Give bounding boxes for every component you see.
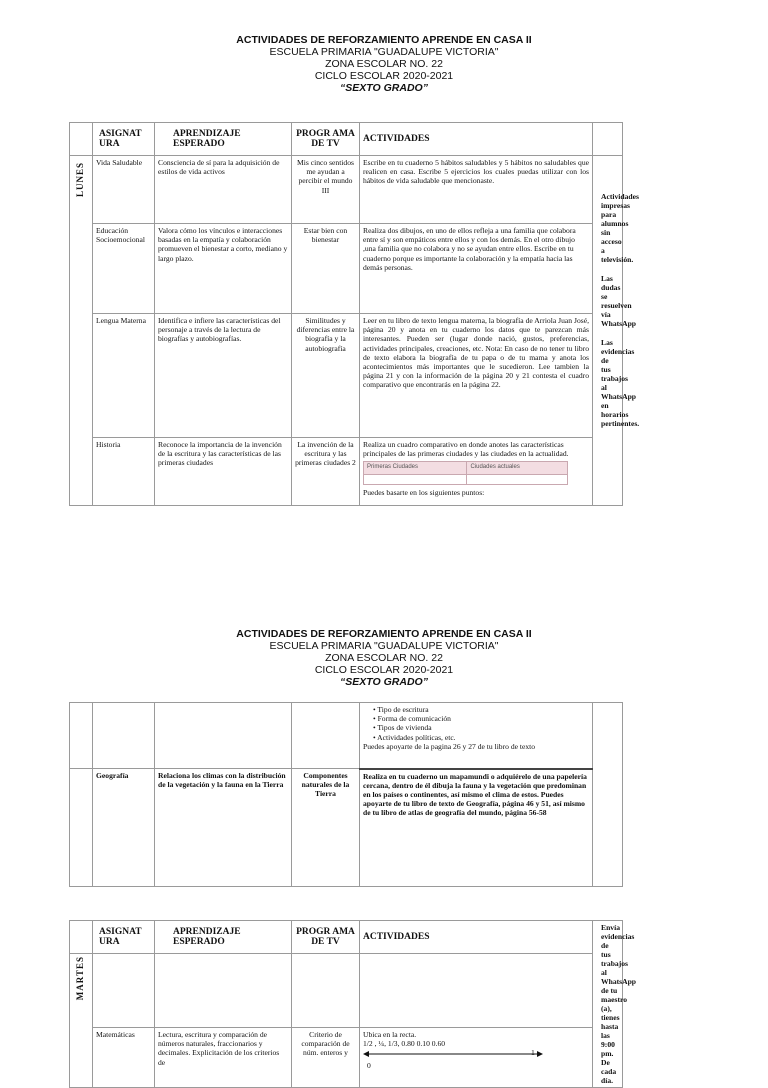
col-learning: APRENDIZAJE ESPERADO [155, 123, 292, 156]
note-evidence: Las evidencias de tus trabajos al WhatsApp en horarios pertinentes. [601, 338, 640, 428]
activities-cell: Escribe en tu cuaderno 5 hábitos saludables y 5 hábitos no saludables que realicen en casa. Escribe 5 ejercicios los cuales puedas utilizar con los hábitos de vida saludable que mencionaste. [360, 156, 593, 224]
learning-cell: Identifica e infiere las características del personaje a través de la lectura de biografías y autobiografías. [155, 314, 292, 438]
header-school: ESCUELA PRIMARIA "GUADALUPE VICTORIA" [269, 46, 499, 58]
notes-cell [593, 703, 623, 887]
header-title: ACTIVIDADES DE REFORZAMIENTO APRENDE EN CASA II [236, 34, 532, 46]
empty-cell [155, 954, 292, 1028]
empty-cell [292, 703, 360, 769]
number-line-arrow [363, 1048, 543, 1062]
page-header-1 [0, 34, 768, 94]
table-row [70, 769, 623, 887]
list-item: • Forma de comunicación [373, 714, 589, 723]
col-program: PROGR AMA DE TV [292, 921, 360, 954]
empty-cell [70, 703, 93, 769]
day-label: MARTES [75, 956, 86, 1001]
note-evidence-tuesday: Envía evidencias de tus trabajos al WhatsApp de tu maestro (a), tienes hasta las 9:00 pm. De cada día. [601, 923, 637, 1085]
col-program: PROGR AMA DE TV [292, 123, 360, 156]
empty-cell [292, 954, 360, 1028]
learning-cell: Lectura, escritura y comparación de números naturales, fraccionarios y decimales. Explicitación de los criterios de [155, 1028, 292, 1088]
subject-cell: Educación Socioemocional [93, 224, 155, 314]
program-cell: Estar bien con bienestar [292, 224, 360, 314]
history-activity-after: Puedes basarte en los siguientes puntos: [363, 487, 485, 497]
table-header-row [70, 123, 623, 156]
comparison-header-current: Ciudades actuales [467, 462, 568, 474]
learning-cell: Valora cómo los vínculos e interacciones basadas en la empatía y colaboración promueven el bienestar a corto, mediano y largo plazo. [155, 224, 292, 314]
header-cycle: CICLO ESCOLAR 2020-2021 [314, 664, 454, 676]
list-item: • Tipos de vivienda [373, 723, 589, 732]
program-cell: La invención de la escritura y las primeras ciudades 2 [292, 438, 360, 506]
col-learning: APRENDIZAJE ESPERADO [155, 921, 292, 954]
empty-cell [155, 703, 292, 769]
note-printed: Actividades impresas para alumnos sin acceso a televisión. [601, 192, 639, 264]
comparison-header-first: Primeras Ciudades [364, 462, 467, 474]
number-line-end: 1 [531, 1048, 535, 1058]
schedule-table-tuesday [69, 920, 637, 1088]
header-zone: ZONA ESCOLAR NO. 22 [325, 652, 443, 664]
program-cell: Componentes naturales de la Tierra [292, 769, 360, 887]
schedule-table-continued [69, 702, 623, 887]
table-row [70, 438, 623, 506]
col-activities: ACTIVIDADES [360, 123, 593, 156]
subject-cell: Vida Saludable [93, 156, 155, 224]
subject-cell: Historia [93, 438, 155, 506]
table-row [70, 156, 623, 224]
col-subject: ASIGNAT URA [93, 921, 155, 954]
header-grade: “SEXTO GRADO” [340, 676, 428, 688]
comparison-table [363, 461, 568, 484]
number-line-start: 0 [367, 1061, 371, 1071]
col-activities: ACTIVIDADES [360, 921, 593, 954]
table-row [70, 1028, 623, 1088]
empty-cell [360, 954, 593, 1028]
subject-cell: Matemáticas [93, 1028, 155, 1088]
empty-cell [70, 769, 93, 887]
comparison-cell [364, 474, 467, 484]
learning-cell: Consciencia de sí para la adquisición de estilos de vida activos [155, 156, 292, 224]
day-cell-monday [70, 156, 93, 506]
empty-cell [93, 954, 155, 1028]
empty-cell [93, 703, 155, 769]
table-row [70, 224, 623, 314]
math-activity-text: Ubica en la recta. [363, 1030, 417, 1039]
table-header-row [70, 921, 623, 954]
table-row [70, 703, 623, 769]
bullet-list [363, 705, 589, 742]
activities-cell: Realiza en tu cuaderno un mapamundi o adquiérelo de una papelería cercana, dentro de él dibuja la fauna y la vegetación que predominan en los países o continentes, así mismo el clima de estos. Puedes apoyarte de tu libro de texto de Geografía, página 46 y 51, así mismo de tu libro de atlas de geografía del mundo, página 56-58 [360, 769, 593, 887]
col-subject: ASIGNAT URA [93, 123, 155, 156]
day-header-cell [70, 921, 93, 954]
day-cell-tuesday [70, 954, 93, 1088]
header-title: ACTIVIDADES DE REFORZAMIENTO APRENDE EN CASA II [236, 628, 532, 640]
math-values: 1/2 , ¼, 1/3, 0.80 0.10 0.60 [363, 1039, 446, 1049]
list-item: • Actividades políticas, etc. [373, 733, 589, 742]
page-header-2 [0, 628, 768, 688]
header-cycle: CICLO ESCOLAR 2020-2021 [314, 70, 454, 82]
activities-cell [360, 1028, 593, 1088]
activities-cell [360, 703, 593, 769]
activities-cell [360, 438, 593, 506]
header-school: ESCUELA PRIMARIA "GUADALUPE VICTORIA" [269, 640, 499, 652]
comparison-cell [467, 474, 568, 484]
table-row [70, 314, 623, 438]
notes-cell [593, 156, 640, 506]
subject-cell: Geografía [93, 769, 155, 887]
note-whatsapp: Las dudas se resuelven vía WhatsApp [601, 274, 637, 328]
notes-header-cell [593, 123, 623, 156]
history-activity-text: Realiza un cuadro comparativo en donde anotes las características principales de las primeras ciudades y las ciudades en la actualidad. [363, 440, 569, 459]
bullet-after-text: Puedes apoyarte de la pagina 26 y 27 de tu libro de texto [363, 741, 536, 751]
schedule-table-monday [69, 122, 640, 506]
list-item: • Tipo de escritura [373, 705, 589, 714]
header-grade: “SEXTO GRADO” [340, 82, 428, 94]
activities-cell: Leer en tu libro de texto lengua materna, la biografía de Arriola Juan José, página 20 y anota en tu cuaderno los datos que te parezcan más interesantes. Pueden ser (lugar donde nació, gustos, preferencias, actividades principales, creaciones, etc. Nota: En caso de no tener tu libro de texto elabora la biografía de tu papa o de tu mama y anota los acontecimientos más importantes que le sucedieron. Lee tambien la página 21 y con la información de la página 20 y 21 contesta el cuadro comparativo que encontrarás en la página 22. [360, 314, 593, 438]
subject-cell: Lengua Materna [93, 314, 155, 438]
number-line [363, 1048, 589, 1082]
activities-cell: Realiza dos dibujos, en uno de ellos refleja a una familia que colabora entre sí y son empáticos entre ellos y con los demás. En el otro dibujo ,una familia que no colabora y no se ayudan entre ellos. Escribe en tu cuaderno porque es importante la colaboración y la empatía hacia las demás personas. [360, 224, 593, 314]
program-cell: Criterio de comparación de núm. enteros y [292, 1028, 360, 1088]
program-cell: Similitudes y diferencias entre la biografía y la autobiografía [292, 314, 360, 438]
learning-cell: Relaciona los climas con la distribución de la vegetación y la fauna en la Tierra [155, 769, 292, 887]
notes-cell [593, 921, 637, 1088]
header-zone: ZONA ESCOLAR NO. 22 [325, 58, 443, 70]
day-header-cell [70, 123, 93, 156]
learning-cell: Reconoce la importancia de la invención de la escritura y las características de las primeras ciudades [155, 438, 292, 506]
table-row [70, 954, 623, 1028]
program-cell: Mis cinco sentidos me ayudan a percibir el mundo III [292, 156, 360, 224]
day-label: LUNES [75, 162, 86, 198]
